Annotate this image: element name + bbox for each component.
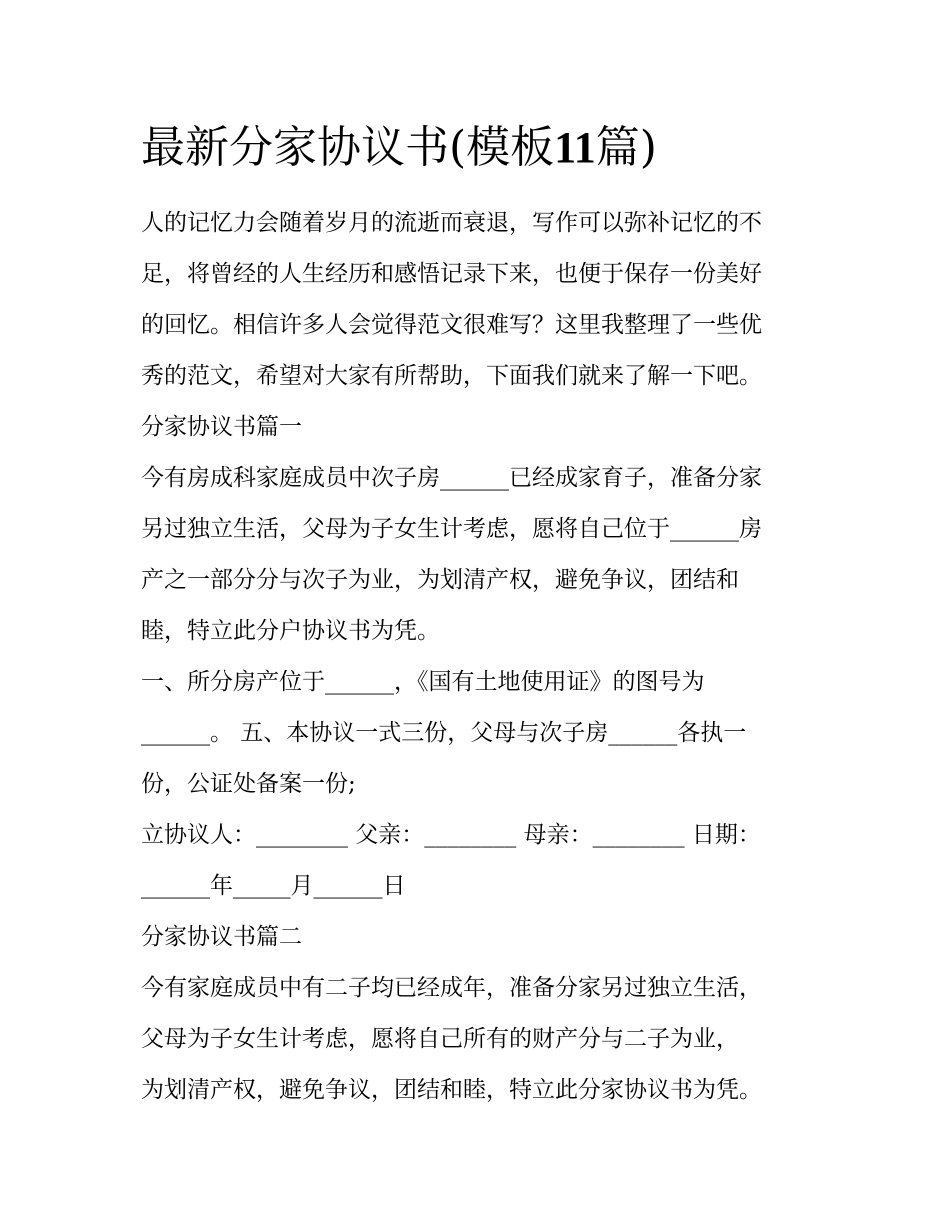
section-heading-2: 分家协议书篇二 bbox=[141, 924, 302, 950]
section1-line-1: 今有房成科家庭成员中次子房______已经成家育子，准备分家 bbox=[141, 465, 762, 491]
title-number: 11 bbox=[554, 123, 596, 172]
section-heading-1: 分家协议书篇一 bbox=[141, 414, 302, 440]
section1-line-4: 睦，特立此分户协议书为凭。 bbox=[141, 618, 440, 644]
clause-line-3: 份，公证处备案一份; bbox=[141, 771, 356, 797]
section2-line-2: 父母为子女生计考虑，愿将自己所有的财产分与二子为业， bbox=[141, 1026, 739, 1052]
intro-line-2: 足，将曾经的人生经历和感悟记录下来，也便于保存一份美好 bbox=[141, 261, 762, 287]
section1-line-3: 产之一部分分与次子为业，为划清产权，避免争议，团结和 bbox=[141, 567, 739, 593]
clause-line-2: ______。 五、本协议一式三份，父母与次子房______各执一 bbox=[141, 720, 747, 746]
clause-line-1: 一、所分房产位于______，《国有土地使用证》的图号为 bbox=[141, 669, 705, 695]
section2-line-3: 为划清产权，避免争议，团结和睦，特立此分家协议书为凭。 bbox=[141, 1077, 762, 1103]
title-suffix: 篇) bbox=[595, 122, 657, 173]
title-prefix: 最新分家协议书(模板 bbox=[141, 122, 555, 173]
document-title bbox=[141, 118, 841, 178]
signature-line: 立协议人：________ 父亲：________ 母亲：________ 日期： bbox=[141, 822, 761, 848]
intro-line-1: 人的记忆力会随着岁月的流逝而衰退，写作可以弥补记忆的不 bbox=[141, 210, 762, 236]
section1-line-2: 另过独立生活，父母为子女生计考虑，愿将自己位于______房 bbox=[141, 516, 762, 542]
intro-line-4: 秀的范文，希望对大家有所帮助，下面我们就来了解一下吧。 bbox=[141, 363, 762, 389]
document-body bbox=[141, 198, 817, 1116]
section2-line-1: 今有家庭成员中有二子均已经成年，准备分家另过独立生活， bbox=[141, 975, 762, 1001]
date-line: ______年_____月______日 bbox=[141, 873, 406, 899]
intro-line-3: 的回忆。相信许多人会觉得范文很难写？这里我整理了一些优 bbox=[141, 312, 762, 338]
